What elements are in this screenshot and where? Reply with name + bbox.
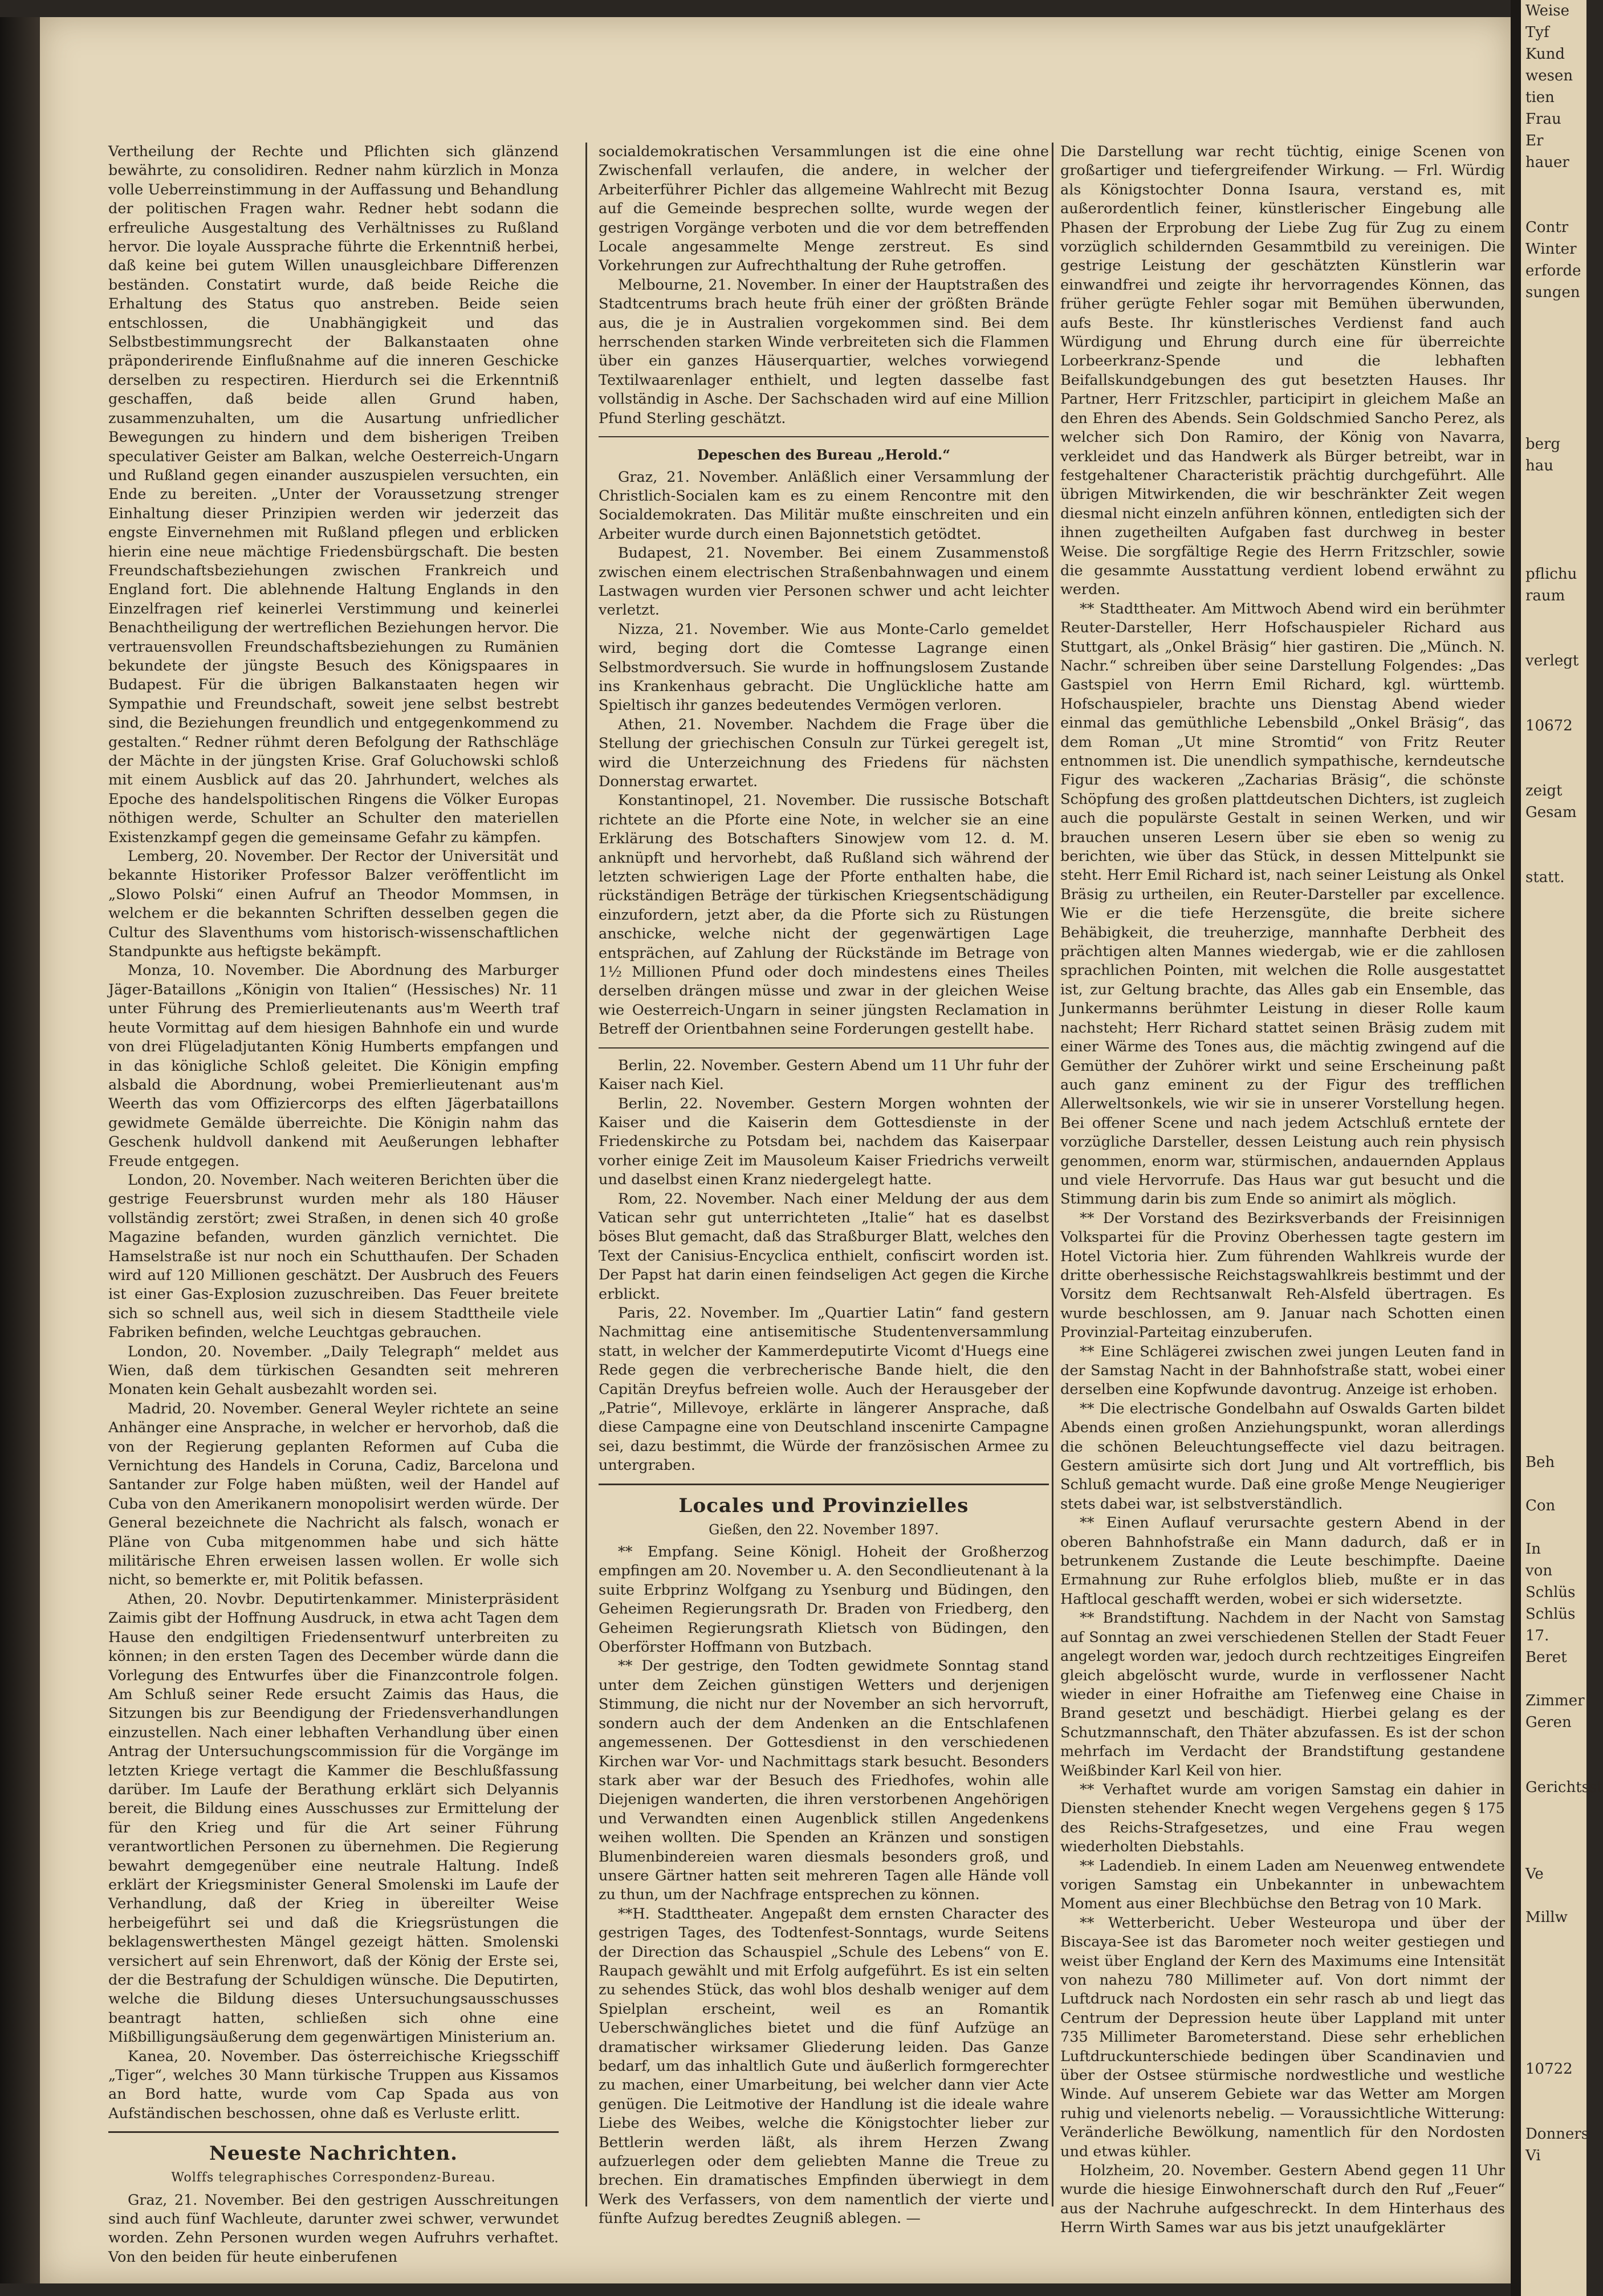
adjacent-page-text: pflichu — [1525, 566, 1577, 583]
adjacent-page-text: sungen — [1525, 284, 1580, 301]
adjacent-page-text — [1521, 1083, 1586, 1105]
adjacent-page-text — [1521, 672, 1586, 693]
article-paragraph: ** Verhaftet wurde am vorigen Samstag ein dahier in Diensten stehender Knecht wegen Vergehens gegen § 175 des Reichs-Strafgesetzes, und eine Frau wegen wiederholten Diebstahls. — [1060, 1781, 1505, 1856]
adjacent-page-text — [1521, 975, 1586, 997]
adjacent-page-text — [1521, 1733, 1586, 1755]
section-subheading: Wolffs telegraphisches Correspondenz-Bureau. — [171, 2171, 496, 2185]
adjacent-page-text: Ve — [1525, 1866, 1544, 1883]
adjacent-page-text: zeigt — [1525, 782, 1563, 799]
adjacent-page-text — [1521, 368, 1586, 390]
adjacent-page-text — [1521, 2080, 1586, 2102]
adjacent-page-text — [1521, 2037, 1586, 2058]
adjacent-page-text — [1521, 542, 1586, 563]
adjacent-page-text — [1521, 1668, 1586, 1690]
adjacent-page-text: Schlüs — [1525, 1584, 1576, 1601]
adjacent-page-text: Gerichtsst — [1525, 1779, 1603, 1796]
article-paragraph: Madrid, 20. November. General Weyler richtete an seine Anhänger eine Ansprache, in welcher er hervorhob, daß die von der Regierung geplanten Reformen auf Cuba die Vernichtung des Handels in Coruna, Cadiz, Barcelona und Santander zur Folge haben müßten, weil der Handel auf Cuba von den Amerikanern monopolisirt werden würde. Der General bezeichnete die Nachricht als falsch, wonach er Pläne von Cuba mitgenommen habe und sich hätte militärische Ehren erweisen lassen wollen. Er wolle sich nicht, so bemerkte er, mit Politik befassen. — [108, 1400, 559, 1589]
article-paragraph: ** Ladendieb. In einem Laden am Neuenweg entwendete vorigen Samstag ein Unbekannter in unbewachtem Moment aus einer Blechbüchse den Betrag von 10 Mark. — [1060, 1857, 1505, 1913]
section-divider — [599, 436, 1049, 437]
adjacent-page-text — [1521, 607, 1586, 628]
adjacent-page-text — [1521, 1972, 1586, 1993]
adjacent-page-text: Con — [1525, 1497, 1556, 1514]
adjacent-page-fragment — [1511, 0, 1603, 2296]
adjacent-page-text — [1521, 1040, 1586, 1062]
adjacent-page-text: raum — [1525, 587, 1565, 604]
article-paragraph: ** Der Vorstand des Bezirksverbands der Freisinnigen Volkspartei für die Provinz Oberhessen tagte gestern im Hotel Victoria hier. Zum führenden Wahlkreis wurde der dritte oberhessische Reichstagswahlkreis bestimmt und der Vorsitz dem Rechtsanwalt Reh-Alsfeld übertragen. Es wurde beschlossen, am 9. Januar nach Schotten einen Provinzial-Parteitag einzuberufen. — [1060, 1209, 1505, 1342]
adjacent-page-text — [1521, 1278, 1586, 1300]
adjacent-page-text: Geren — [1525, 1714, 1572, 1731]
adjacent-page-text — [1521, 932, 1586, 953]
adjacent-page-text — [1521, 1127, 1586, 1148]
adjacent-page-text — [1521, 1257, 1586, 1278]
article-paragraph: Berlin, 22. November. Gestern Abend um 11 Uhr fuhr der Kaiser nach Kiel. — [599, 1056, 1049, 1094]
section-divider — [599, 1484, 1049, 1485]
article-paragraph: ** Empfang. Seine Königl. Hoheit der Großherzog empfingen am 20. November u. A. den Secondlieutenant à la suite Erbprinz Wolfgang zu Ysenburg und Büdingen, den Geheimen Regierungsrath Dr. Braden von Friedberg, den Geheimen Regierungsrath Klietsch von Büdingen, den Oberförster Hoffmann von Butzbach. — [599, 1543, 1049, 1656]
scan-left-shadow — [0, 17, 40, 2283]
article-paragraph: ** Der gestrige, den Todten gewidmete Sonntag stand unter dem Zeichen günstigen Wetters und derjenigen Stimmung, die nicht nur der November an sich hervorruft, sondern auch der dem Andenken an die Entschlafenen angemessenen. Der Gottesdienst in den verschiedenen Kirchen war Vor- und Nachmittags stark besucht. Besonders stark aber war der Besuch des Friedhofes, wohin alle Diejenigen wanderten, die ihren verstorbenen Angehörigen und Verwandten einen Augenblick stillen Angedenkens weihen wollten. Die Spenden an Kränzen und sonstigen Blumenbindereien waren diesmals besonders groß, und unsere Gärtner hatten seit mehreren Tagen alle Hände voll zu thun, um der Nachfrage entsprechen zu können. — [599, 1657, 1049, 1904]
article-paragraph: London, 20. November. „Daily Telegraph“ meldet aus Wien, daß dem türkischen Gesandten seit mehreren Monaten kein Gehalt ausbezahlt worden sei. — [108, 1343, 559, 1399]
article-paragraph: Holzheim, 20. November. Gestern Abend gegen 11 Uhr wurde die hiesige Einwohnerschaft durch den Ruf „Feuer“ aus der Nachruhe aufgeschreckt. In dem Hinterhaus des Herrn Wirth Sames war aus bis jetzt unaufgeklärter — [1060, 2162, 1505, 2237]
article-paragraph: ** Eine Schlägerei zwischen zwei jungen Leuten fand in der Samstag Nacht in der Bahnhofstraße statt, wobei einer derselben eine Kopfwunde davontrug. Anzeige ist erhoben. — [1060, 1343, 1505, 1399]
article-paragraph: socialdemokratischen Versammlungen ist die eine ohne Zwischenfall verlaufen, die andere, in welcher der Arbeiterführer Pichler das allgemeine Wahlrecht mit Bezug auf die Gemeinde besprechen sollte, wurde wegen der gestrigen Vorgänge verboten und die vor dem betreffenden Locale angesammelte Menge zerstreut. Es sind Vorkehrungen zur Aufrechthaltung der Ruhe getroffen. — [599, 143, 1049, 275]
section-heading: Locales und Provinzielles — [678, 1494, 969, 1517]
adjacent-page-text: hauer — [1525, 154, 1569, 171]
section-divider — [599, 1047, 1049, 1049]
adjacent-page-text — [1521, 390, 1586, 412]
adjacent-page-text — [1521, 1408, 1586, 1430]
adjacent-page-text — [1521, 173, 1586, 195]
adjacent-page-text: verlegt — [1525, 652, 1579, 669]
adjacent-page-text: Zimmer — [1525, 1692, 1585, 1709]
adjacent-page-text: Beh — [1525, 1454, 1555, 1471]
adjacent-page-text — [1521, 628, 1586, 650]
adjacent-page-text — [1521, 1755, 1586, 1777]
adjacent-page-text: Donners — [1525, 2126, 1589, 2143]
adjacent-page-text — [1521, 1430, 1586, 1452]
adjacent-page-text — [1521, 412, 1586, 433]
adjacent-page-text — [1521, 325, 1586, 347]
adjacent-page-text — [1521, 1950, 1586, 1972]
adjacent-page-text: wesen — [1525, 67, 1573, 84]
adjacent-page-text: Gesam — [1525, 804, 1577, 821]
adjacent-page-text — [1521, 1148, 1586, 1170]
adjacent-page-text — [1521, 1300, 1586, 1322]
adjacent-page-text: Kund — [1525, 46, 1565, 63]
adjacent-page-text: 17. — [1525, 1627, 1549, 1644]
adjacent-page-text: In — [1525, 1541, 1541, 1558]
adjacent-page-text — [1521, 1885, 1586, 1907]
article-paragraph: Konstantinopel, 21. November. Die russische Botschaft richtete an die Pforte eine Note, in welcher sie an eine Erklärung des Botschafters Sinowjew vom 12. d. M. anknüpft und hervorhebt, daß Rußland sich während der letzten schwierigen Lage der Pforte enthalten habe, die rückständigen Beträge der türkischen Kriegsentschädigung einzufordern, jetzt aber, da die Pforte sich zu Rüstungen anschicke, welche nicht der gegenwärtigen Lage entsprächen, auf Zahlung der Rückstände im Betrage von 1½ Millionen Pfund oder doch mindestens eines Theiles derselben drängen müsse und zwar in der gleichen Weise wie Oesterreich-Ungarn in seiner jüngsten Reclamation in Betreff der Orientbahnen seine Forderungen gestellt habe. — [599, 792, 1049, 1038]
adjacent-page-text — [1521, 347, 1586, 368]
dateline: Gießen, den 22. November 1897. — [709, 1521, 939, 1538]
article-paragraph: ** Stadttheater. Am Mittwoch Abend wird ein berühmter Reuter-Darsteller, Herr Hofschauspieler Richard aus Stuttgart, als „Onkel Bräsig“ hier gastiren. Die „Münch. N. Nachr.“ schreiben über seine Darstellung Folgendes: „Das Gastspiel von Herrn Emil Richard, kgl. württemb. Hofschauspieler, brachte uns Dienstag Abend wieder einmal das gemüthliche Lebensbild „Onkel Bräsig“, das dem Roman „Ut mine Stromtid“ von Fritz Reuter entnommen ist. Die unendlich sympathische, kerndeutsche Figur des wackeren „Zacharias Bräsig“, die schönste Schöpfung des großen plattdeutschen Dichters, ist zugleich auch die populärste Gestalt in seinen Werken, und wir brauchen unseren Lesern über sie eben so wenig zu berichten, wie über das Stück, in dessen Mittelpunkt sie steht. Herr Emil Richard ist, nach seiner Leistung als Onkel Bräsig zu urtheilen, ein Reuter-Darsteller par excellence. Wie er die tiefe Herzensgüte, die breite sichere Behäbigkeit, die treuherzige, mannhafte Derbheit des prächtigen alten Mannes wiedergab, wie er die zahllosen sprachlichen Pointen, mit welchen die Rolle ausgestattet ist, zur Geltung brachte, das Alles gab ein Ensemble, das Junkermanns berühmter Leistung in dieser Rolle kaum nachsteht; Herr Richard stattet seinen Bräsig zudem mit einer Wärme des Tones aus, die mächtig zwingend auf die Gemüther der Zuhörer wirkt und seine Erscheinung paßt auch ganz eminent zu der Figur des trefflichen Allerweltsonkels, wie wir sie in unserer Vorstellung hegen. Bei offener Scene und nach jedem Actschluß erntete der vorzügliche Darsteller, dessen Leistung auch rein physisch genommen, enorm war, stürmischen, andauernden Applaus und viele Hervorrufe. Das Haus war gut besucht und die Stimmung darin bis zum Ende so animirt als möglich. — [1060, 600, 1505, 1208]
adjacent-page-text — [1521, 1928, 1586, 1950]
article-paragraph: Lemberg, 20. November. Der Rector der Universität und bekannte Historiker Professor Balzer veröffentlicht im „Slowo Polski“ einen Aufruf an Theodor Mommsen, in welchem er die bekannten Schriften desselben gegen die Cultur des Slaventhums vom historisch-wissenschaftlichen Standpunkte aus heftigste bekämpft. — [108, 848, 559, 961]
adjacent-page-text — [1521, 823, 1586, 845]
article-paragraph: Nizza, 21. November. Wie aus Monte-Carlo gemeldet wird, beging dort die Comtesse Lagrange einen Selbstmordversuch. Sie wurde in hoffnungslosem Zustande ins Krankenhaus gebracht. Die Unglückliche hatte am Spieltisch ihr ganzes bedeutendes Vermögen verloren. — [599, 620, 1049, 714]
adjacent-page-text — [1521, 303, 1586, 325]
adjacent-page-text — [1521, 1365, 1586, 1387]
adjacent-page-text: Frau — [1525, 111, 1561, 128]
adjacent-page-text — [1521, 2102, 1586, 2123]
adjacent-page-text — [1521, 2015, 1586, 2037]
adjacent-page-text — [1521, 1170, 1586, 1192]
article-paragraph: ** Wetterbericht. Ueber Westeuropa und über der Biscaya-See ist das Barometer noch weiter gestiegen und weist über England der Kern des Maximums eine Intensität von nahezu 780 Millimeter auf. Von dort nimmt der Luftdruck nach Nordosten ein sehr rasch ab und liegt das Centrum der Depression heute über Lappland mit unter 735 Millimeter Barometerstand. Diese sehr erheblichen Luftdruckunterschiede bedingen über Scandinavien und über der Ostsee stürmische nordwestliche und westliche Winde. Auf unserem Gebiete war das Wetter am Morgen ruhig und vielenorts nebelig. — Voraussichtliche Witterung: Veränderliche Bewölkung, namentlich für den Nordosten und etwas kühler. — [1060, 1914, 1505, 2160]
article-paragraph: Berlin, 22. November. Gestern Morgen wohnten der Kaiser und die Kaiserin dem Gottesdienste in der Friedenskirche zu Potsdam bei, nachdem das Kaiserpaar vorher einige Zeit im Mausoleum Kaiser Friedrichs verweilt und daselbst einen Kranz niedergelegt hatte. — [599, 1095, 1049, 1189]
article-paragraph: Athen, 20. Novbr. Deputirtenkammer. Ministerpräsident Zaimis gibt der Hoffnung Ausdruck, in etwa acht Tagen dem Hause den endgiltigen Friedensentwurf unterbreiten zu können; in den ersten Tagen des December würde dann die Vorlegung des Entwurfes über die Finanzcontrole folgen. Am Schluß seiner Rede ersucht Zaimis das Haus, die Sitzungen bis zur Beendigung der Friedensverhandlungen einzustellen. Nach einer lebhaften Verhandlung über einen Antrag der Untersuchungscommission für die Vorgänge im letzten Kriege vertagt die Kammer die Beschlußfassung darüber. Im Laufe der Berathung erklärt sich Delyannis bereit, die Bildung eines Ausschusses zur Ermittelung der für den Krieg und für die Art seiner Führung verantwortlichen Personen zu übernehmen. Die Regierung bewahrt demgegenüber eine neutrale Haltung. Indeß erklärt der Kriegsminister General Smolenski im Laufe der Verhandlung, daß der Krieg in übereilter Weise herbeigeführt sei und daß die Kriegsrüstungen die beklagenswerthesten Mängel gezeigt hätten. Smolenski versichert auf sein Ehrenwort, daß der König der Erste sei, der die Bestrafung der Schuldigen wünsche. Die Deputirten, welche die Bildung dieses Untersuchungsausschusses beantragt hatten, schließen sich ohne eine Mißbilligungsäußerung dem gegenwärtigen Ministerium an. — [108, 1590, 559, 2046]
adjacent-page-text: hau — [1525, 457, 1553, 474]
adjacent-page-text — [1521, 195, 1586, 217]
adjacent-page-text — [1521, 1322, 1586, 1343]
adjacent-page-text: Millw — [1525, 1909, 1568, 1926]
adjacent-page-text: 10722 — [1525, 2061, 1573, 2078]
adjacent-page-text — [1521, 520, 1586, 542]
adjacent-page-text — [1521, 1105, 1586, 1127]
article-paragraph: Graz, 21. November. Anläßlich einer Versammlung der Christlich-Socialen kam es zu einem Rencontre mit den Socialdemokraten. Das Militär mußte einschreiten und ein Arbeiter wurde durch einen Bajonnetstich getödtet. — [599, 468, 1049, 543]
adjacent-page-text — [1521, 888, 1586, 910]
section-heading: Neueste Nachrichten. — [209, 2142, 458, 2165]
article-paragraph: Die Darstellung war recht tüchtig, einige Scenen von großartiger und tiefergreifender Wirkung. — Frl. Würdig als Königstochter Donna Isaura, verstand es, mit außerordentlich feiner, künstlerischer Eingebung alle Phasen der Erprobung der Liebe Zug für Zug zu einem vorzüglich schildernden Gesammtbild zu vereinigen. Die gestrige Leistung der geschätzten Künstlerin war einwandfrei und zeigte ihr hervorragendes Können, das früher gerügte Fehler sogar mit Bemühen überwunden, aufs Beste. Ihr künstlerisches Verdienst fand auch Würdigung und Ehrung durch eine für überreichte Lorbeerkranz-Spende und die lebhaften Beifallskundgebungen des gut besetzten Hauses. Ihr Partner, Herr Fritzschler, participirt in gleichem Maße an den Ehren des Abends. Sein Goldschmied Sancho Perez, als welcher sich Don Ramiro, der König von Navarra, verkleidet und das Handwerk als Bürger betreibt, war in festgehaltener Characteristik prächtig durchgeführt. Alle übrigen Mitwirkenden, die wir beschränkter Zeit wegen diesmal nicht einzeln anführen können, entledigten sich der ihnen zugetheilten Aufgaben fast durchweg in bester Weise. Die sorgfältige Regie des Herrn Fritzschler, sowie die gesammte Ausstattung verdient lobend erwähnt zu werden. — [1060, 143, 1505, 599]
adjacent-page-text: Weise — [1525, 2, 1570, 19]
adjacent-page-text — [1521, 1213, 1586, 1235]
adjacent-page-text: erforde — [1525, 262, 1581, 279]
adjacent-page-text — [1521, 737, 1586, 758]
column-2 — [599, 143, 1049, 2228]
adjacent-page-text: Tyf — [1525, 24, 1549, 41]
adjacent-page-text: Winter — [1525, 241, 1577, 258]
adjacent-page-text: Er — [1525, 132, 1544, 149]
adjacent-page-text — [1521, 953, 1586, 975]
adjacent-page-text: statt. — [1525, 869, 1565, 886]
article-paragraph: Rom, 22. November. Nach einer Meldung der aus dem Vatican sehr gut unterrichteten „Italie“ hat es daselbst böses Blut gemacht, daß das Straßburger Blatt, welches den Text der Canisius-Encyclica enthielt, confiscirt worden ist. Der Papst hat darin einen feindseligen Act gegen die Kirche erblickt. — [599, 1190, 1049, 1303]
adjacent-page-text — [1521, 1820, 1586, 1842]
adjacent-page-text — [1521, 1387, 1586, 1408]
adjacent-page-text: von — [1525, 1562, 1553, 1579]
adjacent-page-text: Vi — [1525, 2147, 1541, 2164]
adjacent-page-text: Beret — [1525, 1649, 1567, 1666]
adjacent-page-text — [1521, 1517, 1586, 1538]
article-paragraph: Vertheilung der Rechte und Pflichten sich glänzend bewährte, zu consolidiren. Redner nahm kürzlich in Monza volle Ueberreinstimmung in der Auffassung und Behandlung der politischen Fragen wahr. Redner hebt sodann die erfreuliche Ausgestaltung des Verhältnisses zu Rußland hervor. Die loyale Aussprache führte die Erkenntniß herbei, daß keine bei gutem Willen unausgleichbare Differenzen beständen. Constatirt wurde, daß beide Reiche die Erhaltung des Status quo anstreben. Beide seien entschlossen, die Unabhängigkeit und das Selbstbestimmungsrecht der Balkanstaaten ohne präponderirende Einflußnahme auf die inneren Geschicke derselben zu respectiren. Hierdurch sei die Erkenntniß geschaffen, daß beide allen Grund haben, zusammenzuhalten, um die Ausartung unfriedlicher Bewegungen zu hindern und dem bisherigen Treiben speculativer Geister am Balkan, welche Oesterreich-Ungarn und Rußland gegen einander auszuspielen versuchten, ein Ende zu bereiten. „Unter der Voraussetzung strenger Einhaltung dieser Prinzipien werden wir jederzeit das engste Einvernehmen mit Rußland pflegen und erblicken hierin eine neue mächtige Friedensbürgschaft. Die besten Freundschaftsbeziehungen zwischen Frankreich und England fort. Die ablehnende Haltung Englands in den Einzelfragen rief keinerlei Verstimmung und keinerlei Benachtheiligung der wertreflichen Beziehungen hervor. Die vertrauensvollen Freundschaftsbeziehungen zu Rumänien bekundete der jüngste Besuch des Königspaares in Budapest. Für die übrigen Balkanstaaten hegen wir Sympathie und Freundschaft, soweit jene selbst bestrebt sind, die Beziehungen freundlich und entgegenkommend zu gestalten.“ Redner rühmt deren Befolgung der Rathschläge der Mächte in der jüngsten Krise. Graf Goluchowski schloß mit einem Ausblick auf das 20. Jahrhundert, welches als Epoche des handelspolitischen Ringens die Völker Europas nöthigen werde, Schulter an Schulter den materiellen Existenzkampf gegen die gemeinsame Gefahr zu kämpfen. — [108, 143, 559, 846]
article-paragraph: ** Einen Auflauf verursachte gestern Abend in der oberen Bahnhofstraße ein Mann dadurch, daß er in betrunkenem Zustande die Leute beschimpfte. Daeine Ermahnung zur Ruhe erfolglos blieb, mußte er in das Haftlocal geschafft werden, wobei er sich widersetzte. — [1060, 1514, 1505, 1608]
article-paragraph: ** Brandstiftung. Nachdem in der Nacht von Samstag auf Sonntag an zwei verschiedenen Stellen der Stadt Feuer angelegt worden war, jedoch durch rechtzeitiges Eingreifen gleich abgelöscht wurde, wurde in verflossener Nacht wieder in einer Hofraithe am Tiefenweg eine Chaise in Brand gesetzt und beschädigt. Hierbei gelang es der Schutzmannschaft, den Thäter abzufassen. Es ist der schon mehrfach im Verdacht der Brandstiftung gestandene Weißbinder Karl Keil von hier. — [1060, 1610, 1505, 1779]
adjacent-page-text — [1521, 1993, 1586, 2015]
adjacent-page-text — [1521, 1842, 1586, 1863]
adjacent-page-text — [1521, 1343, 1586, 1365]
article-paragraph: **H. Stadttheater. Angepaßt dem ernsten Character des gestrigen Tages, des Todtenfest-Sonntags, wurde Seitens der Direction das Schauspiel „Schule des Lebens“ von E. Raupach gewählt und mit Erfolg aufgeführt. Es ist ein selten zu sehendes Stück, das wohl blos deshalb weniger auf dem Spielplan erscheint, weil es an Romantik Ueberschwängliches bietet und die fünf Aufzüge an dramatischer wirksamer Gliederung leiden. Das Ganze bedarf, um das inhaltlich Gute und äußerlich formgerechter zu machen, einer Umarbeitung, bei welcher dann vier Acte genügen. Die Leitmotive der Handlung ist die ideale wahre Liebe des Weibes, welche die Königstochter lieber zur Bettlerin werden läßt, als ihrem Herzen Zwang aufzuerlegen oder dem geliebten Manne die Treue zu brechen. Ein dramatisches Empfinden überwiegt in dem Werk des Verfassers, von dem namentlich der vierte und fünfte Aufzug beredtes Zeugniß ablegen. — — [599, 1905, 1049, 2228]
column-rule — [585, 143, 587, 2206]
article-paragraph: London, 20. November. Nach weiteren Berichten über die gestrige Feuersbrunst wurden mehr als 180 Häuser vollständig zerstört; zwei Straßen, in denen sich 40 große Magazine befanden, wurden gänzlich vernichtet. Die Hamselstraße ist nur noch ein Schutthaufen. Der Schaden wird auf 120 Millionen geschätzt. Der Ausbruch des Feuers ist einer Gas-Explosion zuzuschreiben. Das Feuer breitete sich so schnell aus, weil sich in diesem Stadttheile viele Fabriken befinden, welche Leuchtgas gebrauchen. — [108, 1171, 559, 1342]
adjacent-page-text: berg — [1525, 436, 1561, 453]
wire-service-heading: Depeschen des Bureau „Herold.“ — [697, 446, 951, 464]
adjacent-page-text — [1521, 1062, 1586, 1083]
adjacent-page-text — [1521, 845, 1586, 867]
article-paragraph: Melbourne, 21. November. In einer der Hauptstraßen des Stadtcentrums brach heute früh einer der größten Brände aus, die je in Australien vorgekommen sind. Bei dem herrschenden starken Winde verbreiteten sich die Flammen über ein ganzes Häuserquartier, welches vorwiegend Textilwaarenlager enthielt, und legten dasselbe fast vollständig in Asche. Der Sachschaden wird auf eine Million Pfund Sterling geschätzt. — [599, 276, 1049, 427]
article-paragraph: Graz, 21. November. Bei den gestrigen Ausschreitungen sind auch fünf Wachleute, darunter zwei schwer, verwundet worden. Zehn Personen wurden wegen Aufruhrs verhaftet. Von den beiden für heute einberufenen — [108, 2191, 559, 2266]
column-1 — [108, 143, 559, 2266]
adjacent-page-text — [1521, 1235, 1586, 1257]
adjacent-page-text: 10672 — [1525, 717, 1573, 734]
adjacent-page-text: Contr — [1525, 219, 1569, 236]
adjacent-page-text — [1521, 997, 1586, 1018]
column-rule — [1052, 143, 1053, 2206]
article-paragraph: Budapest, 21. November. Bei einem Zusammenstoß zwischen einem electrischen Straßenbahnwagen und einem Lastwagen wurden vier Personen schwer und acht leichter verletzt. — [599, 544, 1049, 619]
column-3 — [1060, 143, 1505, 2237]
adjacent-page-text — [1521, 1473, 1586, 1495]
article-paragraph: Paris, 22. November. Im „Quartier Latin“ fand gestern Nachmittag eine antisemitische Studentenversammlung statt, in welcher der Kammerdeputirte Vicomt d'Huegs eine Rede gegen die verbrecherische Bande hielt, die den Capitän Dreyfus befreien wolle. Auch der Herausgeber der „Patrie“, Millevoye, erklärte in längerer Ansprache, daß diese Campagne eine von Deutschland inscenirte Campagne sei, dazu bestimmt, die Würde der französischen Armee zu untergraben. — [599, 1304, 1049, 1474]
adjacent-page-text — [1521, 910, 1586, 932]
adjacent-page-text — [1521, 1798, 1586, 1820]
adjacent-page-text — [1521, 477, 1586, 498]
section-divider — [108, 2131, 559, 2133]
article-paragraph: Kanea, 20. November. Das österreichische Kriegsschiff „Tiger“, welches 30 Mann türkische Truppen aus Kissamos an Bord hatte, wurde vom Cap Spada aus von Aufständischen beschossen, ohne daß es Verluste erlitt. — [108, 2047, 559, 2122]
adjacent-page-text — [1521, 1192, 1586, 1213]
adjacent-page-text — [1521, 758, 1586, 780]
adjacent-page-text — [1521, 1018, 1586, 1040]
article-paragraph: Athen, 21. November. Nachdem die Frage über die Stellung der griechischen Consuln zur Türkei geregelt ist, wird die Unterzeichnung des Friedens für nächsten Donnerstag erwartet. — [599, 716, 1049, 790]
article-paragraph: ** Die electrische Gondelbahn auf Oswalds Garten bildet Abends einen großen Anziehungspunkt, woran allerdings die schönen Beleuchtungseffecte viel dazu beitragen. Gestern amüsirte sich dort Jung und Alt vortrefflich, bis Schluß gemacht wurde. Daß eine große Menge Neugieriger stets dabei war, ist selbstverständlich. — [1060, 1400, 1505, 1513]
adjacent-page-text: tien — [1525, 89, 1555, 106]
adjacent-page-text: Schlüs — [1525, 1606, 1576, 1623]
article-paragraph: Monza, 10. November. Die Abordnung des Marburger Jäger-Bataillons „Königin von Italien“ (Hessisches) Nr. 11 unter Führung des Premierlieutenants aus'm Weerth traf heute Vormittag auf dem hiesigen Bahnhofe ein und wurde von drei Flügeladjutanten König Humberts empfangen und in das königliche Schloß geleitet. Die Königin empfing alsbald die Abordnung, wobei Premierlieutenant aus'm Weerth das vom Offiziercorps des elften Jägerbataillons gewidmete Gemälde überreichte. Die Königin nahm das Geschenk huldvoll dankend mit Aeußerungen lebhafter Freude entgegen. — [108, 962, 559, 1170]
adjacent-page-text — [1521, 693, 1586, 715]
adjacent-page-text — [1521, 498, 1586, 520]
